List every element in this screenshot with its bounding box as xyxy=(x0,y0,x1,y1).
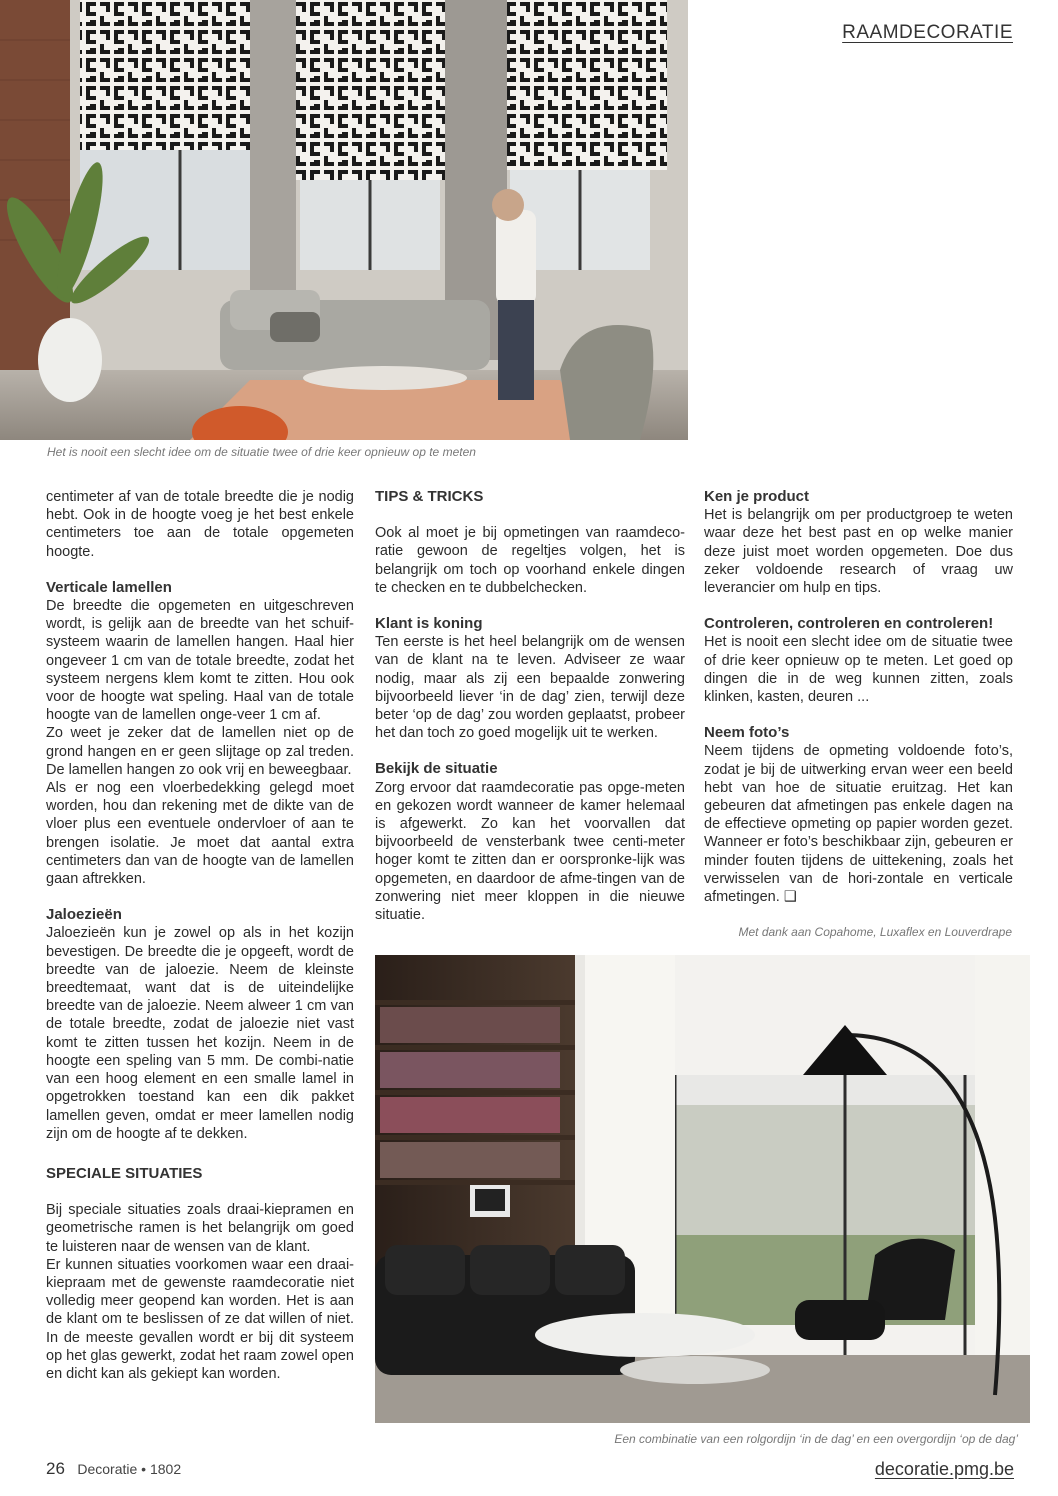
col1-intro: centimeter af van de totale breedte die je nodig hebt. Ook in de hoogte voeg je het best enkele centimeters toe aan de totale opgemeten hoogte. xyxy=(46,489,354,560)
col1-speciale-p2: Er kunnen situaties voorkomen waar een draai-kiepraam met de gewenste raamdecoratie niet volledig meer geopend kan worden. Het is aan de klant om te beslissen of ze dat willen of niet. In de meeste gevallen wordt er bij dit systeem op het glas gewerkt, zodat het raam zowel open en dicht kan als gekiept kan worden. xyxy=(46,1256,354,1382)
col2-bekijk-p: Zorg ervoor dat raamdecoratie pas opge-meten en gekozen wordt wanneer de kamer helemaal is afgewerkt. Zo kan het voorvallen dat bijvoorbeeld de vensterbank twee centi-meter hoger komt te zitten dan er oorspronke-lijk was opgemeten, en daardoor de afme-tingen van de zonwering niet meer kloppen in die nieuwe situatie. xyxy=(375,779,685,924)
col1-verticale-p1: De breedte die opgemeten en uitgeschreven wordt, is gelijk aan de breedte van het schuif-systeem waarin de lamellen hangen. Haal hier ongeveer 1 cm van de totale breedte, zodat het systeem nergens klem komt te zitten. Hou ook voor de hoogte wat speling. Haal van de totale hoogte van de lamellen onge-veer 1 cm af. xyxy=(46,598,354,724)
col3-foto-text: Neem tijdens de opmeting voldoende foto’s, zodat je bij de uitwerking ervan weer een beeld hebt van hoe de situatie eruitzag. Het kan gebeuren dat afmetingen pas enkele dagen na de effectieve opmeting op papier worden gezet. Wanneer er foto’s beschikbaar zijn, gebeuren er minder fouten tijdens de uittekening, zoals het verwisselen van de hori-zontale en verticale afmetingen. xyxy=(704,743,1013,906)
heading-controleren: Controleren, controleren en controleren! xyxy=(704,615,994,633)
col1-jaloezieen-p: Jaloezieën kun je zowel op als in het kozijn bevestigen. De breedte die je opgeeft, wordt de breedte van de jaloezie. Neem de kleinste breedtemaat, want dat is de uiteindelijke breedte van de jaloezie. Neem alweer 1 cm van de totale breedte, zodat de jaloezie niet vast komt te zitten tussen het kozijn. Neem in de hoogte een speling van 5 mm. De combi-natie van een hoog element en een smalle lamel in opgetrokken toestand kan een dik pakket lamellen geven, omdat er meer lamellen nodig zijn om de hoogte af te dekken. xyxy=(46,925,354,1142)
heading-bekijk-de-situatie: Bekijk de situatie xyxy=(375,760,498,778)
footer xyxy=(46,1459,1014,1483)
heading-neem-fotos: Neem foto’s xyxy=(704,724,790,742)
bottom-photo-caption: Een combinatie van een rolgordijn ‘in de dag’ en een overgordijn ‘op de dag’ xyxy=(614,1432,1018,1446)
website-link[interactable]: decoratie.pmg.be xyxy=(874,1459,1014,1479)
bottom-photo xyxy=(375,955,1030,1423)
heading-ken-je-product: Ken je product xyxy=(704,488,810,505)
col2-tips-p: Ook al moet je bij opmetingen van raamdeco-ratie gewoon de regeltjes volgen, het is belangrijk om toch op voorhand enkele dingen te checken en te dubbelchecken. xyxy=(375,525,685,596)
page-number: 26 xyxy=(46,1459,65,1478)
heading-speciale-situaties: SPECIALE SITUATIES xyxy=(46,1164,203,1182)
heading-verticale-lamellen: Verticale lamellen xyxy=(46,578,172,596)
heading-jaloezieen: Jaloezieën xyxy=(46,906,122,924)
col1-verticale-p3: Als er nog een vloerbedekking gelegd moet worden, hou dan rekening met de dikte van de vloer plus een eventuele ondervloer of aan te brengen isolatie. Je moet dat aantal extra centimeters dan van de hoogte van de lamellen gaan aftrekken. xyxy=(46,780,354,888)
col1-verticale-p2: Zo weet je zeker dat de lamellen niet op de grond hangen en er geen slijtage op zal treden. De lamellen hangen zo ook vrij en beweegbaar. xyxy=(46,725,354,778)
column-2 xyxy=(375,488,685,924)
top-photo-caption: Het is nooit een slecht idee om de situatie twee of drie keer opnieuw op te meten xyxy=(47,445,476,459)
col1-speciale-p1: Bij speciale situaties zoals draai-kiepramen en geometrische ramen is het belangrijk om goed te luisteren naar de wensen van de klant. xyxy=(46,1202,354,1255)
magazine-issue: Decoratie • 1802 xyxy=(77,1461,182,1477)
end-mark: ❑ xyxy=(783,889,797,906)
heading-tips-tricks: TIPS & TRICKS xyxy=(375,488,484,505)
col3-controleren-p: Het is nooit een slecht idee om de situatie twee of drie keer opnieuw op te meten. Let goed op dingen die in de weg kunnen zitten, zoals klinken, kasten, deuren ... xyxy=(704,634,1013,706)
section-label: RAAMDECORATIE xyxy=(842,22,1013,43)
column-1 xyxy=(46,488,354,1383)
col3-foto-p xyxy=(704,742,1013,906)
heading-klant-is-koning: Klant is koning xyxy=(375,615,483,633)
col3-product-p: Het is belangrijk om per productgroep te weten waar deze het best past en op welke manier deze juist moet worden opgemeten. Doe dus zeker voldoende research of vraag uw leverancier om hulp en tips. xyxy=(704,507,1013,597)
column-3 xyxy=(704,488,1013,906)
credits: Met dank aan Copahome, Luxaflex en Louverdrape xyxy=(738,925,1012,939)
top-photo xyxy=(0,0,688,440)
col2-klant-p: Ten eerste is het heel belangrijk om de wensen van de klant na te leven. Adviseer ze waar nodig, maar als zij een bepaalde zonwering bijvoorbeeld liever ‘in de dag’ zien, terwijl deze beter ‘op de dag’ zou worden geplaatst, probeer het dan toch zo goed mogelijk uit te werken. xyxy=(375,634,685,742)
